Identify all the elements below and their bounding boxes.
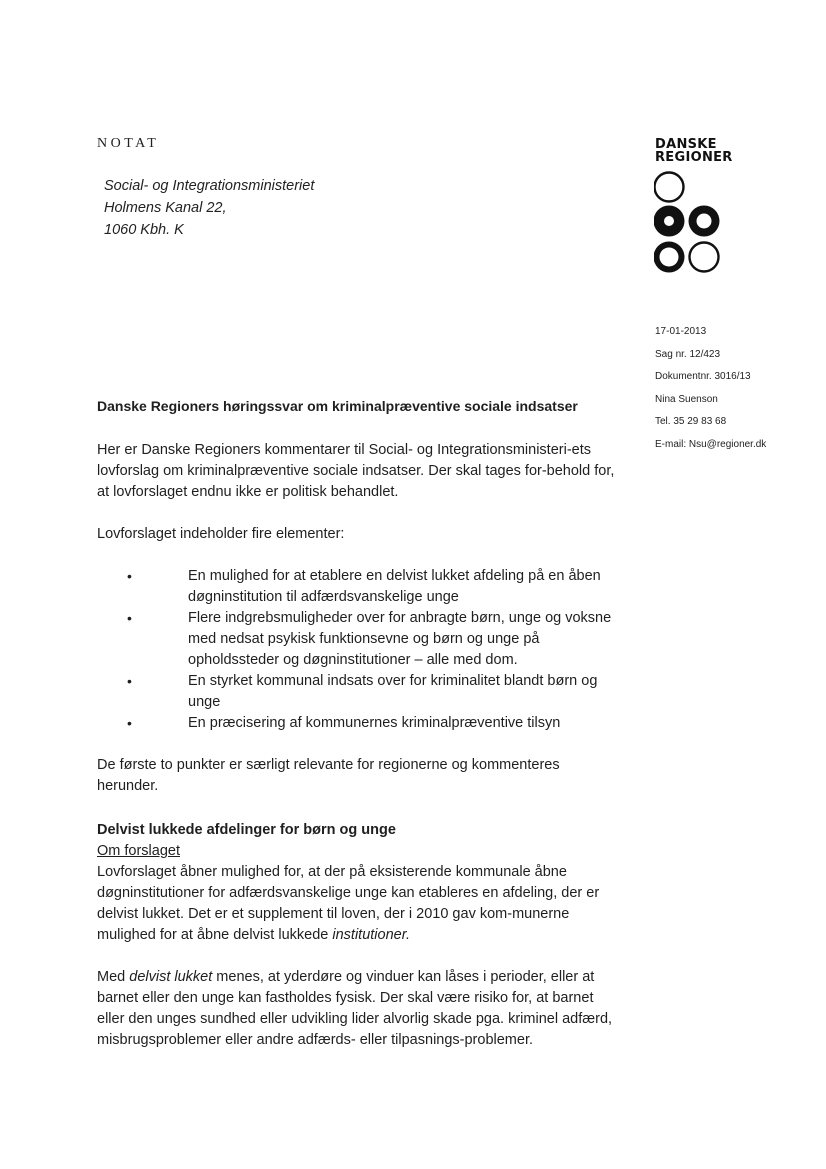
proposal-emphasis: institutioner. <box>332 927 411 943</box>
list-item <box>97 566 617 608</box>
bullet-icon: • <box>127 568 132 584</box>
list-item-text: Flere indgrebsmuligheder over for anbragte børn, unge og voksne med nedsat psykisk funktionsevne og børn og unge på opholdssteder og døgninstitutioner – alle med dom. <box>188 610 612 668</box>
list-item-text: En styrket kommunal indsats over for kriminalitet blandt børn og unge <box>188 673 598 710</box>
bullet-icon: • <box>127 715 132 731</box>
logo-line-1: DANSKE <box>655 137 717 152</box>
meta-date: 17-01-2013 <box>655 326 707 337</box>
list-item <box>97 713 617 734</box>
bullet-icon: • <box>127 673 132 689</box>
list-item-text: En præcisering af kommunernes kriminalpræventive tilsyn <box>188 715 561 731</box>
meta-case-number: Sag nr. 12/423 <box>655 348 721 360</box>
meta-phone: Tel. 35 29 83 68 <box>655 416 727 427</box>
bullet-icon: • <box>127 610 132 626</box>
definition-emphasis: delvist lukket <box>129 969 213 985</box>
meta-email: E-mail: Nsu@regioner.dk <box>655 438 767 450</box>
section-heading: Delvist lukkede afdelinger for børn og unge <box>97 822 396 838</box>
meta-author: Nina Suenson <box>655 393 718 405</box>
recipient-line-2: Holmens Kanal 22, <box>104 200 227 216</box>
recipient-line-3: 1060 Kbh. K <box>104 222 184 238</box>
recipient-address <box>104 175 314 241</box>
list-item-text: En mulighed for at etablere en delvist lukket afdeling på en åben døgninstitution til adfærdsvanskelige unge <box>188 568 601 605</box>
definition-paragraph <box>97 967 617 1051</box>
logo-line-2: REGIONER <box>655 150 733 165</box>
document-type: NOTAT <box>97 136 160 151</box>
relevance-paragraph: De første to punkter er særligt relevante for regionerne og kommenteres herunder. <box>97 757 560 794</box>
section-subheading: Om forslaget <box>97 843 180 859</box>
proposal-paragraph <box>97 862 617 946</box>
meta-document-number: Dokumentnr. 3016/13 <box>655 371 751 382</box>
recipient-line-1: Social- og Integrationsministeriet <box>104 178 315 194</box>
definition-text: menes, at yderdøre og vinduer kan låses i perioder, eller at barnet eller den unge kan fastholdes fysisk. Der skal være risiko for, at barnet eller den unges sundhed eller udvikling lider alvorlig skade pga. kriminel adfærd, misbrugsproblemer eller andre adfærds- eller tilpasnings-problemer. <box>97 969 613 1048</box>
document-title: Danske Regioners høringssvar om kriminalpræventive sociale indsatser <box>97 398 578 414</box>
intro-paragraph: Her er Danske Regioners kommentarer til Social- og Integrationsministeri-ets lovforslag om kriminalpræventive sociale indsatser. Der skal tages for-behold for, at lovforslaget endnu ikke er politisk behandlet. <box>97 442 615 500</box>
elements-lead: Lovforslaget indeholder fire elementer: <box>97 526 345 542</box>
logo-circles-icon <box>654 171 728 277</box>
list-item <box>97 608 617 671</box>
elements-list <box>97 566 617 734</box>
definition-prefix: Med <box>97 969 126 985</box>
list-item <box>97 671 617 713</box>
document-meta <box>655 321 766 456</box>
document-body <box>97 396 617 1051</box>
proposal-text: Lovforslaget åbner mulighed for, at der på eksisterende kommunale åbne døgninstitutioner for adfærdsvanskelige unge kan etableres en afdeling, der er delvist lukket. Det er et supplement til loven, der i 2010 gav kom-munerne mulighed for at åbne delvist lukkede <box>97 864 600 943</box>
logo-wordmark <box>655 138 733 164</box>
